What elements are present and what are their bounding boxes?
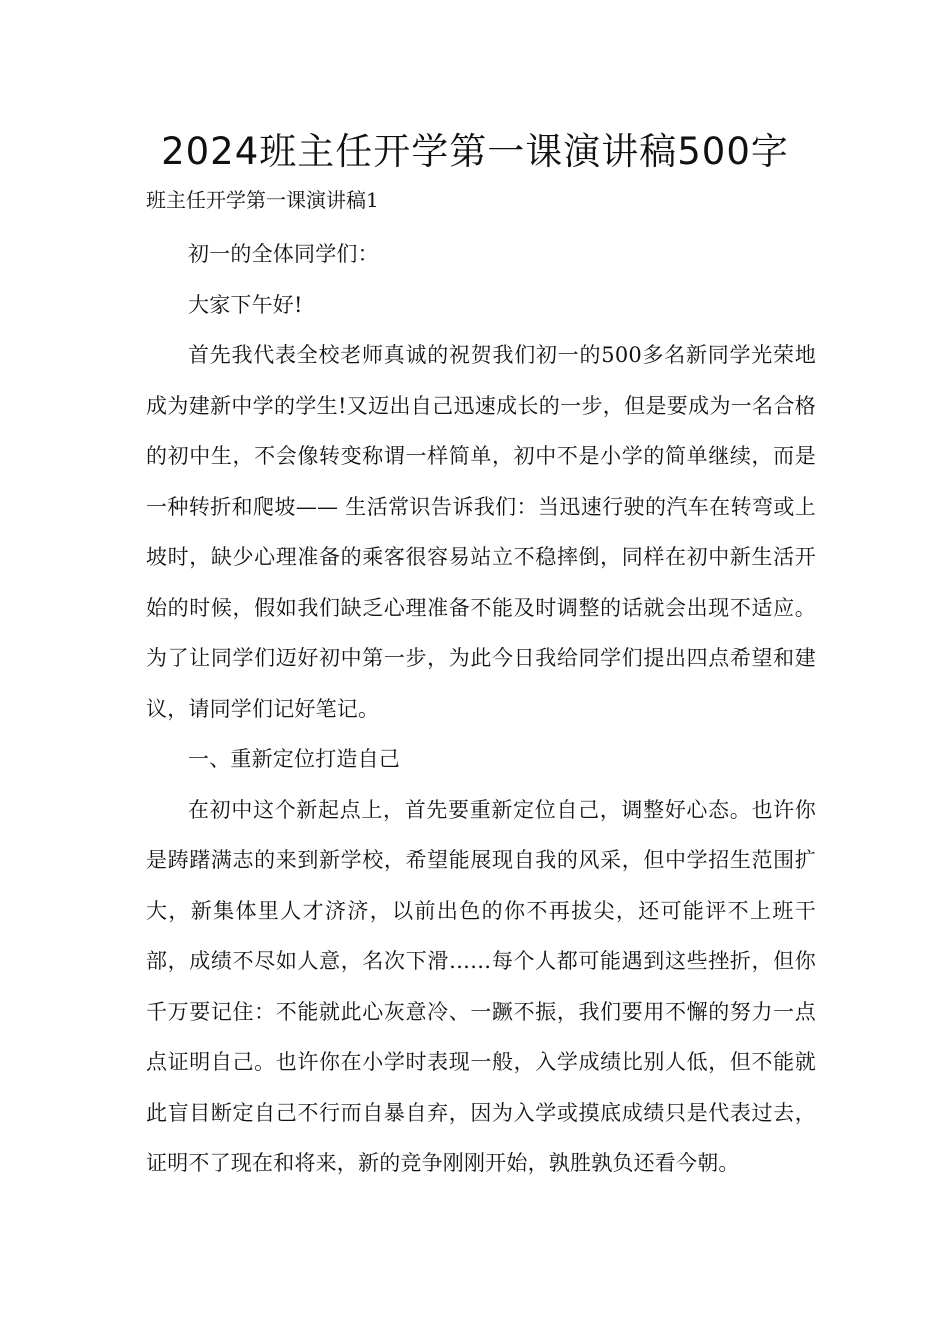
salutation-paragraph: 初一的全体同学们： — [188, 242, 379, 266]
intro-paragraph: 首先我代表全校老师真诚的祝贺我们初一的500多名新同学光荣地成为建新中学的学生!又迈出自己迅速成长的一步，但是要成为一名合格的初中生，不会像转变称谓一样简单，初中不是小学的简单继续，而是一种转折和爬坡—— 生活常识告诉我们：当迅速行驶的汽车在转弯或上坡时，缺少心理准备的乘客很容易站立不稳摔倒，同样在初中新生活开始的时候，假如我们缺乏心理准备不能及时调整的话就会出现不适应。 为了让同学们迈好初中第一步，为此今日我给同学们提出四点希望和建议，请同学们记好笔记。 — [146, 343, 816, 721]
document-title: 2024班主任开学第一课演讲稿500字 — [161, 130, 789, 173]
document-subtitle: 班主任开学第一课演讲稿1 — [146, 188, 379, 212]
section-paragraph: 在初中这个新起点上，首先要重新定位自己，调整好心态。也许你是踌躇满志的来到新学校，希望能展现自我的风采，但中学招生范围扩大，新集体里人才济济，以前出色的你不再拔尖，还可能评不上班干部，成绩不尽如人意，名次下滑……每个人都可能遇到这些挫折，但你千万要记住：不能就此心灰意冷、一蹶不振，我们要用不懈的努力一点点证明自己。也许你在小学时表现一般，入学成绩比别人低，但不能就此盲目断定自己不行而自暴自弃，因为入学或摸底成绩只是代表过去，证明不了现在和将来，新的竞争刚刚开始，孰胜孰负还看今朝。 — [146, 797, 816, 1175]
greeting-paragraph: 大家下午好! — [188, 292, 303, 317]
document-body — [146, 229, 816, 1189]
section-heading: 一、重新定位打造自己 — [188, 747, 400, 771]
